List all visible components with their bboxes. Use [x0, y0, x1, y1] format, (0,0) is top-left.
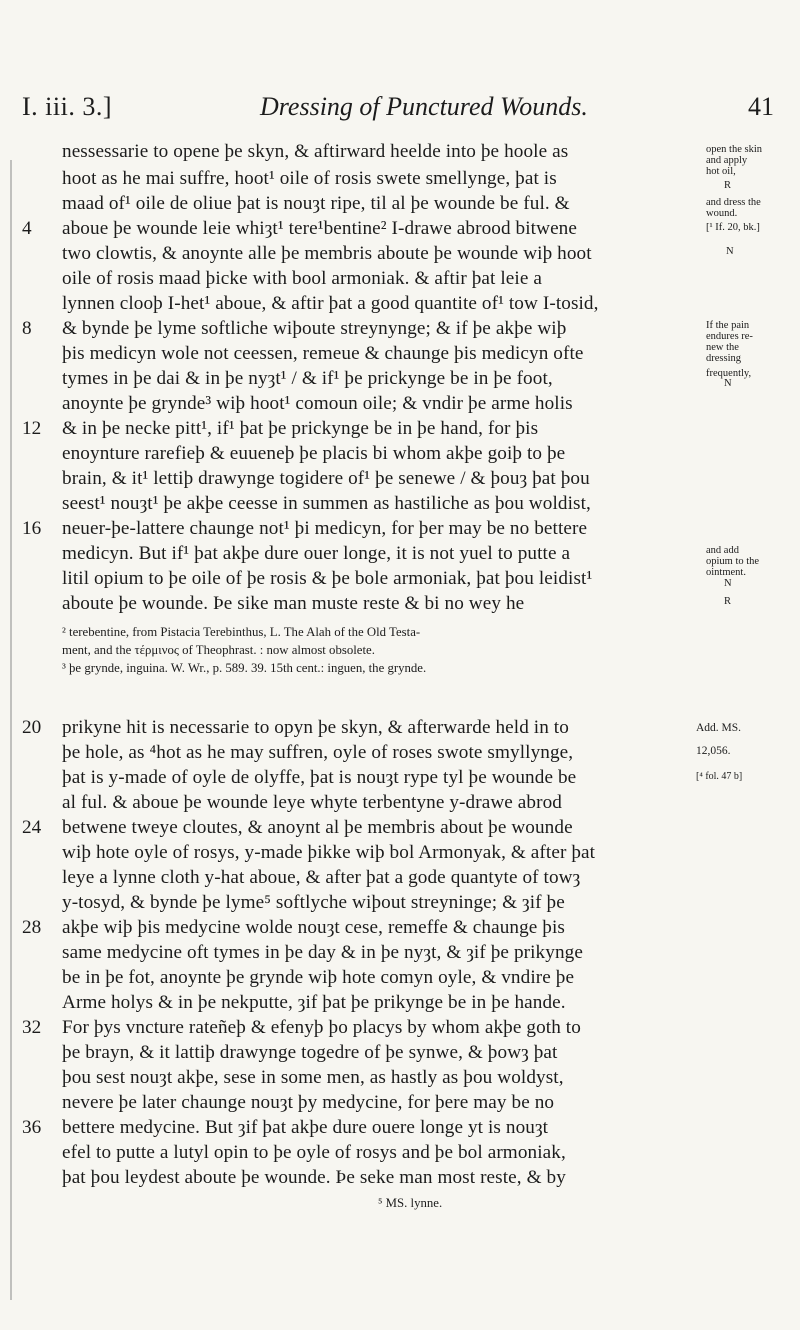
page-edge-shadow [10, 160, 12, 1300]
line-number: 28 [22, 917, 42, 938]
text-line: aboue þe wounde leie whiȝt¹ tere¹bentine² I-drawe abrood bitwene [62, 218, 577, 239]
text-line: & in þe necke pitt¹, if¹ þat þe prickynge be in þe hand, for þis [62, 418, 539, 439]
text-line: leye a lynne cloth y-hat aboue, & after þat a gode quantyte of towȝ [62, 867, 581, 888]
text-line: akþe wiþ þis medycine wolde nouȝt cese, remeffe & chaunge þis [62, 917, 565, 938]
margin-note: N [724, 578, 732, 589]
footnote: ² terebentine, from Pistacia Terebinthus, L. The Alah of the Old Testa- [62, 625, 421, 639]
margin-note: R [724, 596, 732, 607]
margin-note: N [724, 378, 732, 389]
line-number: 12 [22, 418, 42, 439]
margin-note: [⁴ fol. 47 b] [696, 771, 743, 782]
text-line: efel to putte a lutyl opin to þe oyle of rosys and þe bol armoniak, [62, 1142, 566, 1163]
text-line: oile of rosis maad þicke with bool armoniak. & aftir þat leie a [62, 268, 542, 289]
text-line: þis medicyn wole not ceessen, remeue & chaunge þis medicyn ofte [62, 343, 584, 364]
line-number: 24 [22, 817, 42, 838]
text-line: seest¹ nouȝt¹ þe akþe ceesse in summen as hastiliche as þou woldist, [62, 493, 591, 514]
margin-note: 12,056. [696, 745, 731, 757]
header-section-ref: I. iii. 3.] [22, 92, 112, 121]
text-line: prikyne hit is necessarie to opyn þe skyn, & afterwarde held in to [62, 717, 569, 738]
text-line: bettere medycine. But ȝif þat akþe dure ouere longe yt is nouȝt [62, 1117, 549, 1138]
text-line: maad of¹ oile de oliue þat is nouȝt ripe, til al þe wounde be ful. & [62, 193, 570, 214]
line-number: 36 [22, 1117, 42, 1138]
line-number: 8 [22, 318, 32, 339]
text-line: wiþ hote oyle of rosys, y-made þikke wiþ bol Armonyak, & after þat [62, 842, 596, 863]
text-line: þat þou leydest aboute þe wounde. Þe seke man most reste, & by [62, 1167, 566, 1188]
line-number: 20 [22, 717, 42, 738]
text-line: betwene tweye cloutes, & anoynt al þe membris about þe wounde [62, 817, 573, 838]
text-line: Arme holys & in þe nekputte, ȝif þat þe prikynge be in þe hande. [62, 992, 566, 1013]
text-line: medicyn. But if¹ þat akþe dure ouer longe, it is not yuel to putte a [62, 543, 571, 564]
text-line: þat is y-made of oyle de olyffe, þat is nouȝt rype tyl þe wounde be [62, 767, 577, 788]
footnote: ⁵ MS. lynne. [378, 1196, 443, 1210]
text-line: litil opium to þe oile of þe rosis & þe bole armoniak, þat þou leidist¹ [62, 568, 593, 589]
text-line: y-tosyd, & bynde þe lyme⁵ softlyche wiþout streyninge; & ȝif þe [62, 892, 565, 913]
header-title: Dressing of Punctured Wounds. [260, 92, 588, 121]
text-line: aboute þe wounde. Þe sike man muste reste & bi no wey he [62, 593, 525, 614]
margin-note: open the skin and apply hot oil, [706, 144, 762, 177]
text-line: hoot as he mai suffre, hoot¹ oile of rosis swete smellynge, þat is [62, 168, 557, 189]
text-line: al ful. & aboue þe wounde leye whyte terbentyne y-drawe abrod [62, 792, 562, 813]
margin-note: If the pain endures re- new the dressing [706, 320, 753, 364]
line-number: 4 [22, 218, 32, 239]
margin-note: frequently, [706, 368, 752, 379]
text-line: anoynte þe grynde³ wiþ hoot¹ comoun oile; & vndir þe arme holis [62, 393, 573, 414]
text-line: þe brayn, & it lattiþ drawynge togedre of þe synwe, & þowȝ þat [62, 1042, 558, 1063]
text-line: lynnen clooþ I-het¹ aboue, & aftir þat a good quantite of¹ tow I-tosid, [62, 293, 599, 314]
text-line: & bynde þe lyme softliche wiþoute streynynge; & if þe akþe wiþ [62, 318, 567, 339]
text-line: brain, & it¹ lettiþ drawynge togidere of¹ þe senewe / & þouȝ þat þou [62, 468, 590, 489]
text-line: For þys vncture rateñeþ & efenyþ þo placys by whom akþe goth to [62, 1017, 581, 1038]
footnote: ment, and the τέρμινος of Theophrast. : now almost obsolete. [62, 643, 375, 657]
text-line: tymes in þe dai & in þe nyȝt¹ / & if¹ þe prickynge be in þe foot, [62, 368, 553, 389]
text-line: two clowtis, & anoynte alle þe membris aboute þe wounde wiþ hoot [62, 243, 592, 264]
margin-note: N [726, 246, 734, 257]
text-line: same medycine oft tymes in þe day & in þe nyȝt, & ȝif þe prikynge [62, 942, 583, 963]
text-line: neuer-þe-lattere chaunge not¹ þi medicyn, for þer may be no bettere [62, 518, 588, 539]
margin-note: and add opium to the ointment. [706, 545, 760, 578]
page-number: 41 [748, 92, 774, 121]
line-number: 32 [22, 1017, 42, 1038]
text-line: þe hole, as ⁴hot as he may suffren, oyle of roses swote smyllynge, [62, 742, 574, 763]
text-line: þou sest nouȝt akþe, sese in some men, as hastly as þou woldyst, [62, 1067, 564, 1088]
line-number: 16 [22, 518, 42, 539]
margin-note: R [724, 180, 732, 191]
footnote: ³ þe grynde, inguina. W. Wr., p. 589. 39. 15th cent.: inguen, the grynde. [62, 661, 427, 675]
margin-note: and dress the wound. [706, 197, 761, 219]
text-line: nessessarie to opene þe skyn, & aftirward heelde into þe hoole as [62, 141, 569, 162]
text-line: enoynture rarefieþ & euueneþ þe placis bi whom akþe goiþ to þe [62, 443, 566, 464]
margin-note: Add. MS. [696, 722, 742, 734]
text-line: nevere þe later chaunge nouȝt þy medycine, for þere may be no [62, 1092, 555, 1113]
text-line: be in þe fot, anoynte þe grynde wiþ hote comyn oyle, & vndire þe [62, 967, 575, 988]
margin-note: [¹ If. 20, bk.] [706, 222, 760, 233]
